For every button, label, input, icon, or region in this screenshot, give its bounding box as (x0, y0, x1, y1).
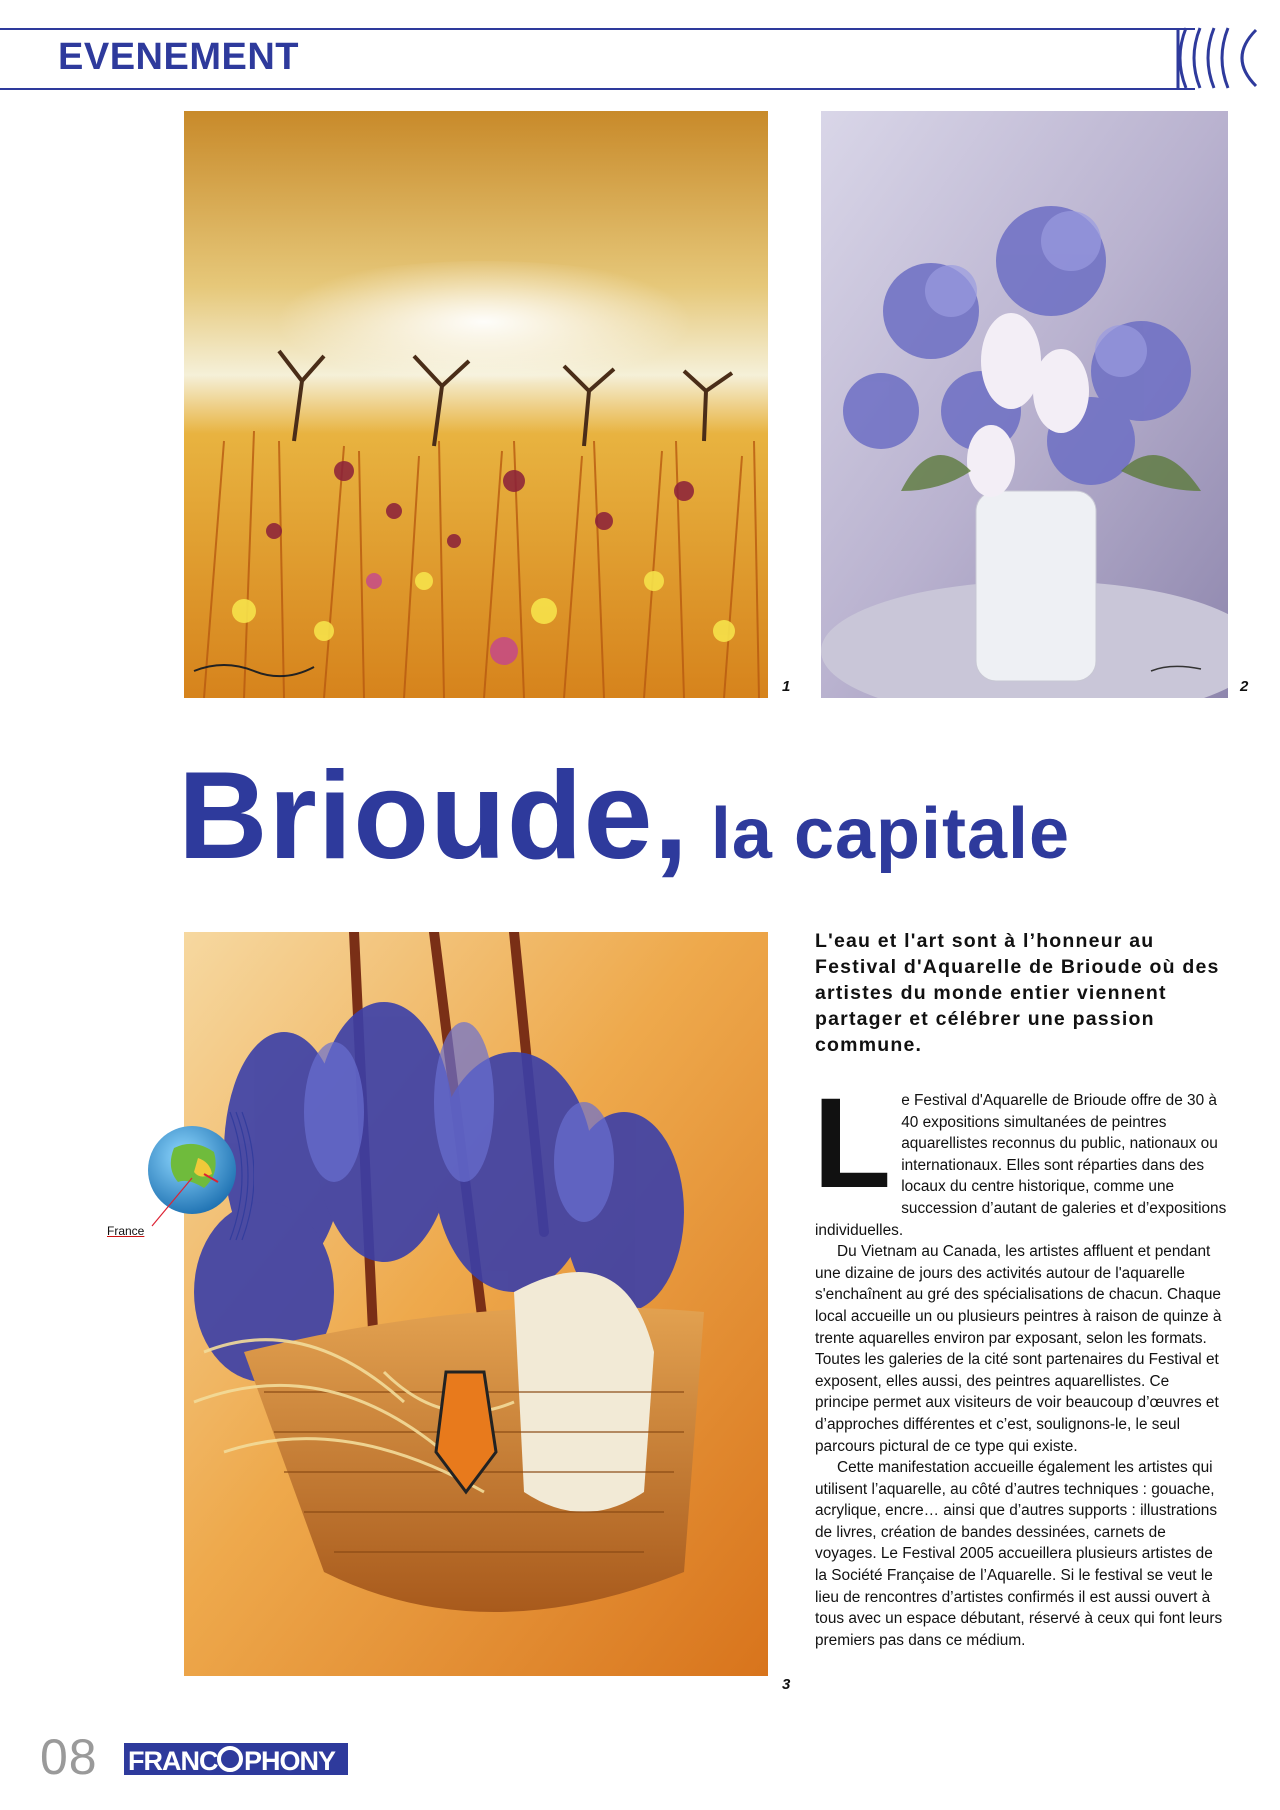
paragraph-1: Le Festival d'Aquarelle de Brioude offre de 30 à 40 expositions simultanées de peintres aquarellistes reconnus du public, nationaux ou internationaux. Elles sont réparties dans des locaux du centre historique, comme une succession d’autant de galeries et d’expositions individuelles. (813, 1072, 1227, 1239)
headline-sub: la capitale (710, 794, 1071, 874)
header-arcs-logo-icon (1166, 22, 1262, 94)
header-rule-top (0, 28, 1195, 30)
article-headline (178, 745, 1238, 887)
article-lead: L'eau et l'art sont à l’honneur au Festival d'Aquarelle de Brioude où des artistes du monde entier viennent partager et célébrer une passion commune. (815, 930, 1220, 1056)
figure-2-number: 2 (1240, 678, 1249, 695)
brand-left-text: FRANC (128, 1746, 218, 1776)
figure-3-painting (184, 932, 768, 1676)
francophony-logo (124, 1741, 348, 1777)
figure-3-number: 3 (782, 1676, 791, 1693)
page-number: 08 (40, 1729, 98, 1785)
drop-cap: L (813, 1072, 892, 1215)
paragraph-3: Cette manifestation accueille également les artistes qui utilisent l’aquarelle, au côté d’autres techniques : gouache, acrylique, encre… ainsi que d’autres supports : illustrations de livres, création de bandes dessinées, carnets de voyages. Le Festival 2005 accueillera plusieurs artistes de la Société Française de l’Aquarelle. Si le festival se veut le lieu de rencontres d’artistes confirmés il est aussi ouvert à tous avec un espace débutant, réservé à ceux qui font leurs premiers pas dans ce médium. (815, 1459, 1223, 1649)
header-rule-bottom (0, 88, 1195, 90)
headline-main: Brioude, (178, 747, 689, 885)
globe-icon (134, 1108, 254, 1244)
painting-flowers-vase (821, 111, 1228, 698)
article-body (813, 1072, 1227, 1651)
painting-field-orange (184, 111, 768, 698)
map-country-label: France (107, 1224, 145, 1238)
brand-right-text: PHONY (244, 1746, 336, 1776)
paragraph-2: Du Vietnam au Canada, les artistes affluent et pendant une dizaine de jours des activités autour de l'aquarelle s'enchaînent au gré des spécialisations de chacun. Chaque local accueille un ou plusieurs peintres à raison de quinze à trente aquarelles environ par exposant, selon les formats. Toutes les galeries de la cité sont partenaires du Festival et exposent, elles aussi, des peintres aquarellistes. Ce principe permet aux visiteurs de voir beaucoup d’œuvres et d’approches différentes et c’est, soulignons-le, le seul parcours pictural de ce type qui existe. (815, 1243, 1222, 1455)
section-title: EVENEMENT (58, 36, 299, 78)
figure-1-number: 1 (782, 678, 791, 695)
